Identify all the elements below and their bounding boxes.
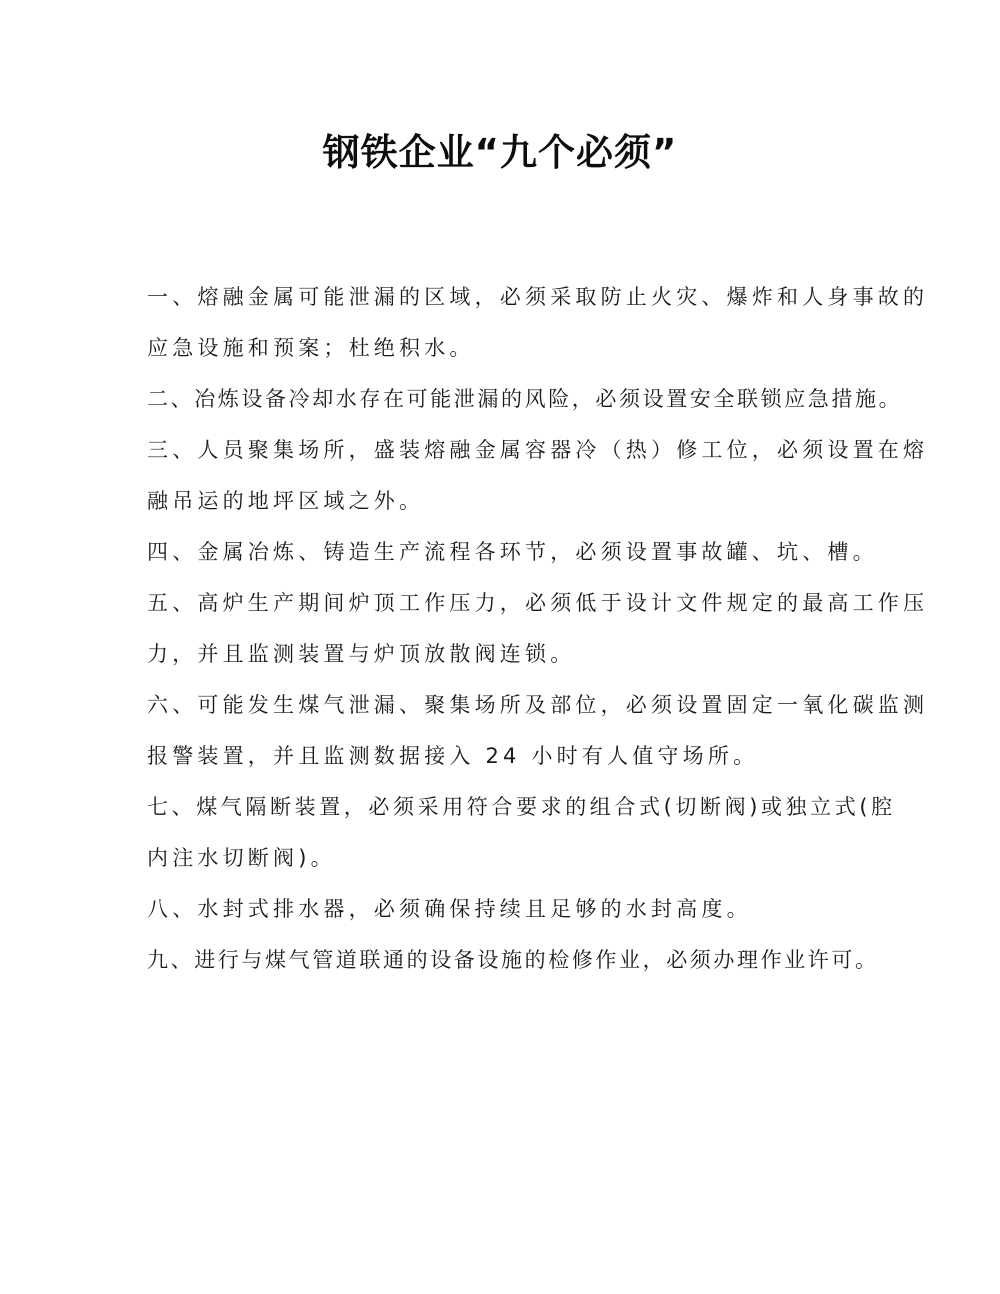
item-3-line-1: 三、人员聚集场所，盛装熔融金属容器冷（热）修工位，必须设置在熔 (147, 438, 929, 462)
item-8-line-1: 八、水封式排水器，必须确保持续且足够的水封高度。 (147, 897, 752, 921)
item-2-line-1: 二、冶炼设备冷却水存在可能泄漏的风险，必须设置安全联锁应急措施。 (147, 387, 903, 411)
document-title: 钢铁企业“九个必须” (322, 131, 678, 174)
item-5-line-2: 力，并且监测装置与炉顶放散阀连锁。 (147, 642, 576, 666)
item-5-line-1: 五、高炉生产期间炉顶工作压力，必须低于设计文件规定的最高工作压 (147, 591, 929, 615)
item-4-line-1: 四、金属冶炼、铸造生产流程各环节，必须设置事故罐、坑、槽。 (147, 540, 878, 564)
item-7-line-2: 内注水切断阀)。 (147, 846, 336, 870)
item-9-line-1: 九、进行与煤气管道联通的设备设施的检修作业，必须办理作业许可。 (147, 948, 879, 972)
item-3-line-2: 融吊运的地坪区域之外。 (147, 489, 425, 513)
item-6-line-2: 报警装置，并且监测数据接入 24 小时有人值守场所。 (147, 744, 759, 768)
item-1-line-2: 应急设施和预案；杜绝积水。 (147, 336, 475, 360)
item-6-line-1: 六、可能发生煤气泄漏、聚集场所及部位，必须设置固定一氧化碳监测 (147, 693, 929, 717)
item-1-line-1: 一、熔融金属可能泄漏的区域，必须采取防止火灾、爆炸和人身事故的 (147, 285, 929, 309)
item-7-line-1: 七、煤气隔断装置，必须采用符合要求的组合式(切断阀)或独立式(腔 (147, 795, 896, 819)
